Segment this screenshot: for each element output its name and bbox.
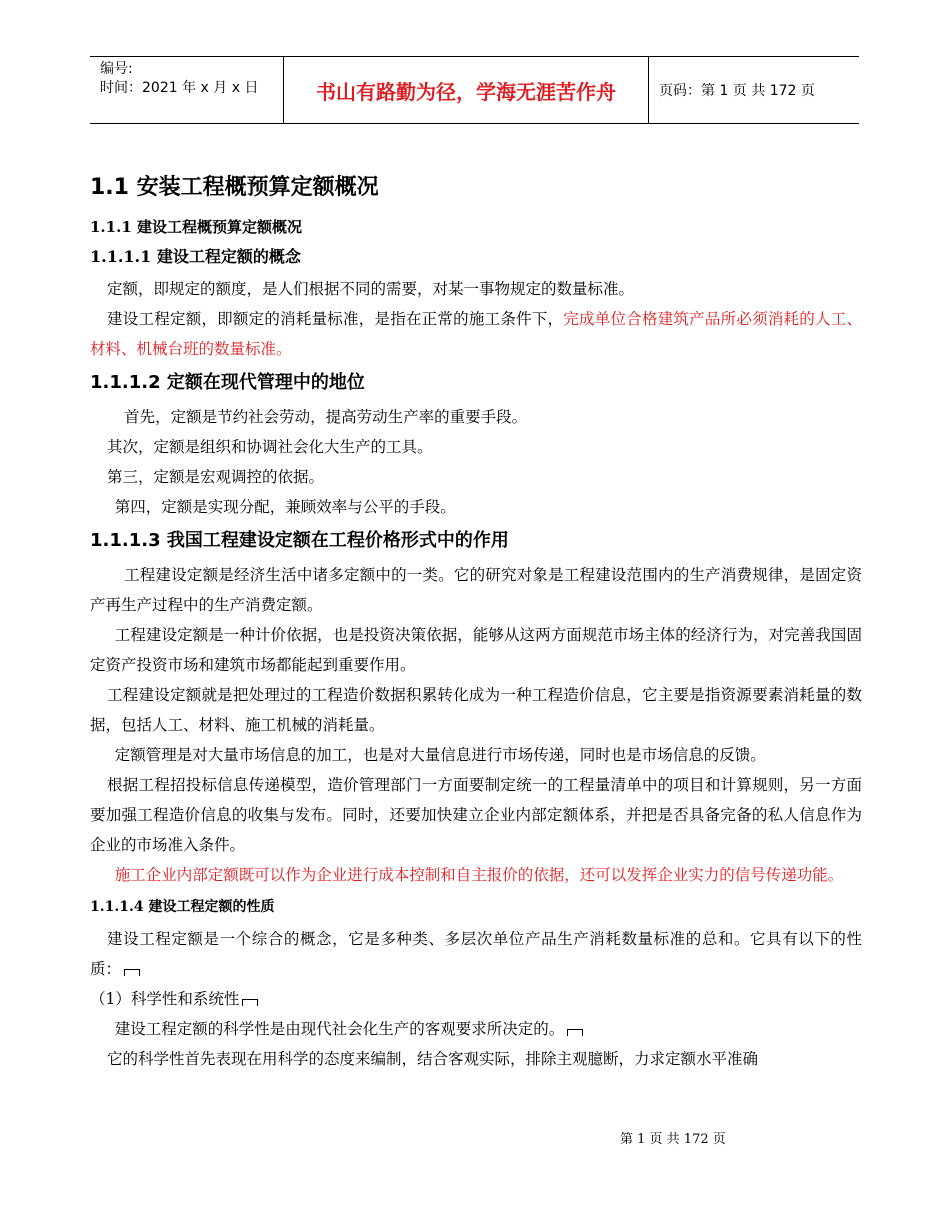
subsection-heading-concept: 1.1.1.1 建设工程定额的概念 — [90, 247, 301, 266]
paragraph — [90, 1014, 862, 1044]
paragraph — [90, 304, 862, 364]
highlighted-text: 完成单位合格建筑产品所必须消耗的人工、材料、机械台班的数量标准。 — [90, 310, 862, 358]
paragraph-mark-icon — [124, 969, 140, 976]
paragraph: 工程建设定额是一种计价依据，也是投资决策依据，能够从这两方面规范市场主体的经济行为，对完善我国固定资产投资市场和建筑市场都能起到重要作用。 — [90, 626, 862, 674]
paragraph: 首先，定额是节约社会劳动，提高劳动生产率的重要手段。 — [124, 408, 528, 426]
paragraph-mark-icon — [242, 999, 258, 1006]
paragraph-mark-icon — [567, 1029, 583, 1036]
subsection-heading-status: 1.1.1.2 定额在现代管理中的地位 — [90, 372, 365, 393]
header-left-cell — [90, 57, 283, 123]
list-item-text: （1）科学性和系统性 — [90, 990, 240, 1008]
paragraph-text: 建设工程定额的科学性是由现代社会化生产的客观要求所决定的。 — [114, 1020, 565, 1038]
paragraph: 定额，即规定的额度，是人们根据不同的需要，对某一事物规定的数量标准。 — [107, 280, 635, 298]
paragraph: 工程建设定额就是把处理过的工程造价数据积累转化成为一种工程造价信息，它主要是指资源要素消耗量的数据，包括人工、材料、施工机械的消耗量。 — [90, 686, 862, 734]
header-table — [90, 56, 859, 124]
paragraph: 第四，定额是实现分配，兼顾效率与公平的手段。 — [114, 498, 456, 516]
paragraph: 工程建设定额是经济生活中诸多定额中的一类。它的研究对象是工程建设范围内的生产消费规律，是固定资产再生产过程中的生产消费定额。 — [90, 566, 862, 614]
page-footer: 第 1 页 共 172 页 — [620, 1132, 726, 1147]
header-motto: 书山有路勤为径，学海无涯苦作舟 — [283, 57, 649, 123]
paragraph: 它的科学性首先表现在用科学的态度来编制，结合客观实际，排除主观臆断，力求定额水平准确 — [107, 1050, 759, 1068]
list-item — [90, 984, 862, 1014]
chapter-heading: 1.1 安装工程概预算定额概况 — [90, 175, 379, 200]
highlighted-paragraph: 施工企业内部定额既可以作为企业进行成本控制和自主报价的依据，还可以发挥企业实力的信号传递功能。 — [114, 866, 844, 884]
section-heading: 1.1.1 建设工程概预算定额概况 — [90, 218, 302, 236]
paragraph: 定额管理是对大量市场信息的加工，也是对大量信息进行市场传递，同时也是市场信息的反馈。 — [114, 746, 766, 764]
subsection-heading-nature: 1.1.1.4 建设工程定额的性质 — [90, 899, 275, 915]
doc-time-label: 时间：2021 年 x 月 x 日 — [100, 80, 259, 96]
header-page-label: 页码：第 1 页 共 172 页 — [659, 83, 815, 99]
doc-number-label: 编号: — [100, 61, 133, 77]
paragraph: 第三，定额是宏观调控的依据。 — [107, 468, 325, 486]
subsection-heading-role: 1.1.1.3 我国工程建设定额在工程价格形式中的作用 — [90, 530, 509, 551]
paragraph: 根据工程招投标信息传递模型，造价管理部门一方面要制定统一的工程量清单中的项目和计算规则，另一方面要加强工程造价信息的收集与发布。同时，还要加快建立企业内部定额体系，并把是否具备完备的私人信息作为企业的市场准入条件。 — [90, 776, 862, 854]
paragraph: 其次，定额是组织和协调社会化大生产的工具。 — [107, 438, 433, 456]
document-body — [90, 168, 862, 1074]
paragraph-text: 建设工程定额是一个综合的概念，它是多种类、多层次单位产品生产消耗数量标准的总和。它具有以下的性质： — [90, 930, 862, 978]
paragraph — [90, 924, 862, 984]
paragraph-text: 建设工程定额，即额定的消耗量标准，是指在正常的施工条件下， — [107, 310, 564, 328]
